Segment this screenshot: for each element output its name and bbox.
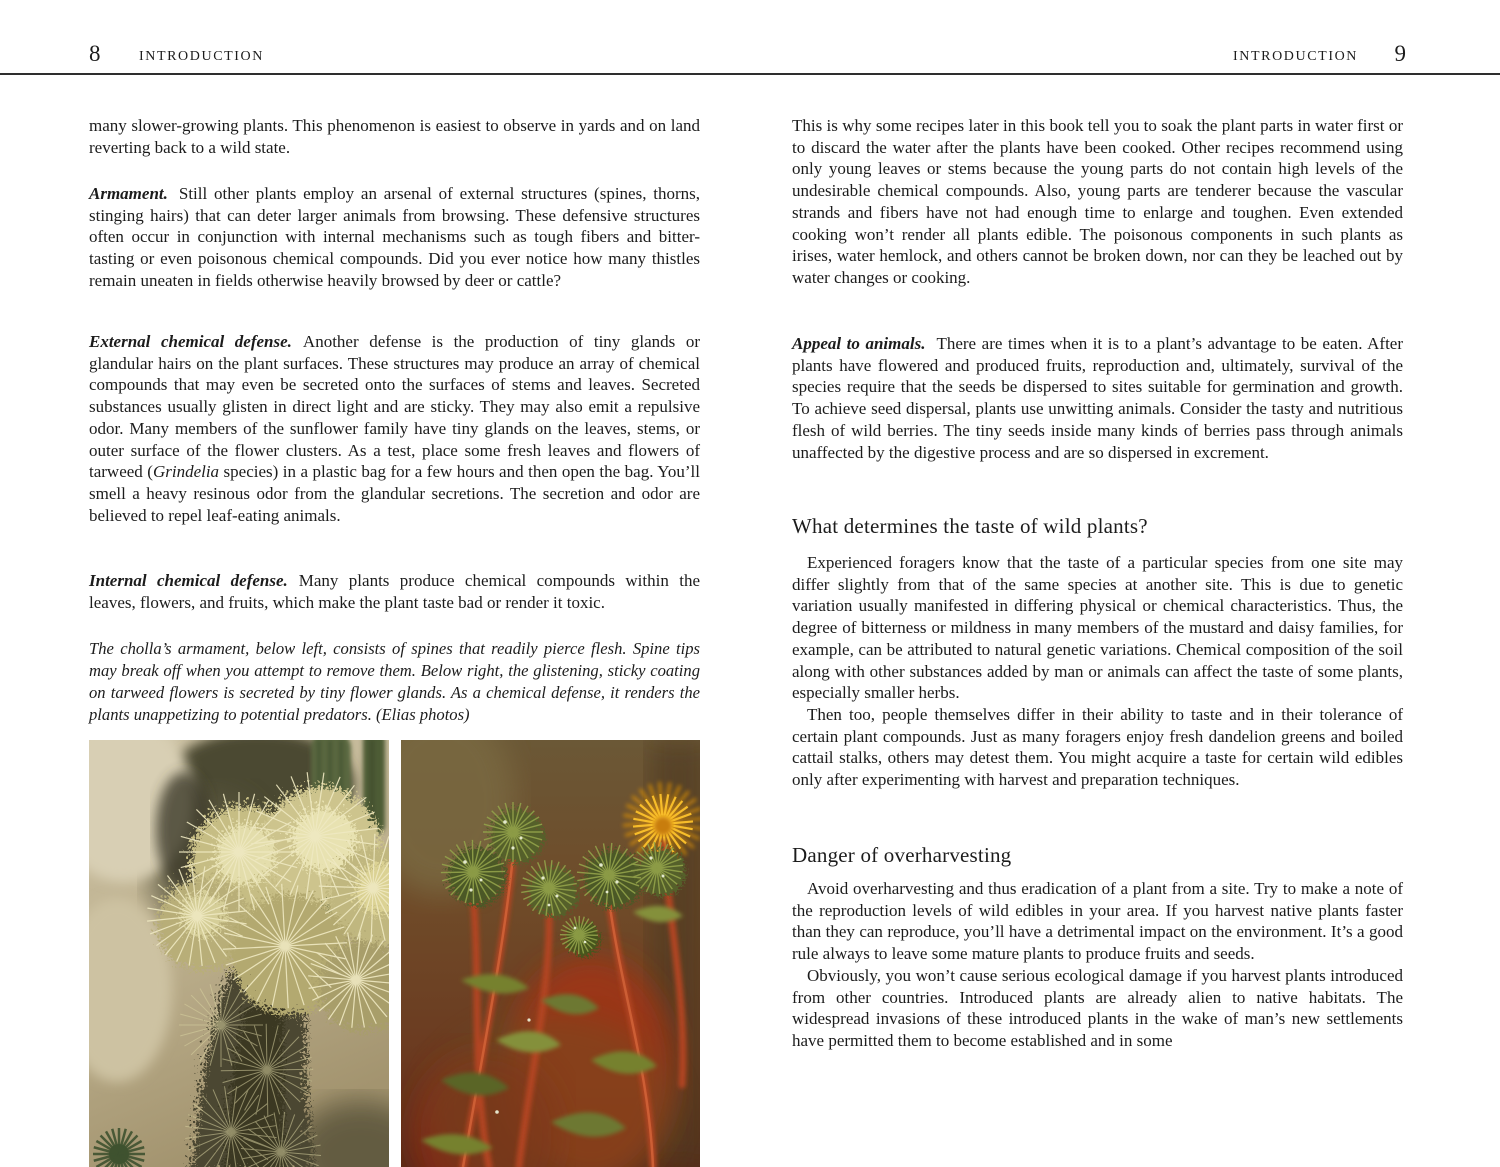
- species-name: Grindelia: [152, 462, 220, 482]
- runin-appeal-to-animals: Appeal to animals.: [792, 334, 926, 353]
- danger-para-1: Avoid overharvesting and thus eradication of a plant from a site. Try to make a note of the reproduction levels of wild edibles in your area. If you harvest native plants faster than they can reproduce, you’ll have a detrimental impact on the environment. It’s a good rule always to leave some mature plants to produce fruits and seeds.: [792, 879, 1403, 964]
- right-running-head: INTRODUCTION: [1233, 49, 1358, 64]
- taste-section-heading: What determines the taste of wild plants?: [792, 514, 1148, 538]
- runin-internal-defense: Internal chemical defense.: [89, 571, 288, 590]
- right-page-number: 9: [1394, 41, 1406, 66]
- left-section-internal-defense: Internal chemical defense. Many plants produce chemical compounds within the leaves, flowers, and fruits, which make the plant taste bad or render it toxic.: [89, 571, 700, 612]
- right-section-appeal: Appeal to animals. There are times when it is to a plant’s advantage to be eaten. After plants have flowered and produced fruits, reproduction and, ultimately, survival of the species require that the seeds be dispersed to sites suitable for germination and growth. To achieve seed dispersal, plants use unwitting animals. Consider the tasty and nutritious flesh of wild berries. The tiny seeds inside many kinds of berries pass through animals unaffected by the digestive process and are so dispersed in excrement.: [792, 334, 1404, 462]
- runin-armament: Armament.: [89, 184, 168, 203]
- left-section-external-defense: External chemical defense. Another defense is the production of tiny glands or glandular hairs on the plant surfaces. These structures may produce an array of chemical compounds that may even be secreted onto the surfaces of stems and leaves. Secreted substances usually glisten in direct light and are sticky. They may also emit a repulsive odor. Many members of the sunflower family have tiny glands on the leaves, stems, or outer surface of the flower clusters. As a test, place some fresh leaves and flowers of tarweed (Grindelia species) in a plastic bag for a few hours and then open the bag. You’ll smell a heavy resinous odor from the glandular secretions. The secretion and odor are believed to repel leaf-eating animals.: [89, 332, 700, 525]
- taste-para-1: Experienced foragers know that the taste of a particular species from one site may differ slightly from that of the same species at another site. This is due to genetic variation usually manifested in differing physical or chemical characteristics. Thus, the degree of bitterness or mildness in many members of the mustard and daisy families, for example, can be attributed to natural genetic variations. Chemical composition of the soil along with other substances added by man or animals can affect the taste of some plants, especially smaller herbs.: [792, 553, 1403, 703]
- danger-section-body: [792, 878, 1403, 1052]
- header-rule: [0, 73, 1500, 75]
- left-running-head: INTRODUCTION: [139, 49, 264, 64]
- tarweed-photo: [401, 740, 700, 1167]
- danger-section-heading: Danger of overharvesting: [792, 843, 1012, 867]
- cholla-photo: [89, 740, 389, 1167]
- taste-para-2: Then too, people themselves differ in their ability to taste and in their tolerance of certain plant compounds. Just as many foragers enjoy fresh dandelion greens and boiled cattail stalks, others may detest them. You might acquire a taste for certain wild edibles only after experimenting with harvest and preparation techniques.: [792, 704, 1403, 790]
- taste-section-body: [792, 552, 1403, 791]
- photo-caption: The cholla’s armament, below left, consists of spines that readily pierce flesh. Spine tips may break off when you attempt to remove them. Below right, the glistening, sticky coating on tarweed flowers is secreted by tiny flower glands. As a chemical defense, it renders the plants unappetizing to potential predators. (Elias photos): [89, 639, 700, 724]
- danger-para-2: Obviously, you won’t cause serious ecological damage if you harvest plants introduced from other countries. Introduced plants are already alien to native habitats. The widespread invasions of these introduced plants in the wake of man’s new settlements have permitted them to become established and in some: [792, 965, 1403, 1050]
- left-para-intro: many slower-growing plants. This phenomenon is easiest to observe in yards and on land reverting back to a wild state.: [89, 116, 700, 157]
- left-section-armament: Armament. Still other plants employ an arsenal of external structures (spines, thorns, stinging hairs) that can deter larger animals from browsing. These defensive structures often occur in conjunction with internal mechanisms such as tough fibers and bitter-tasting or even poisonous chemical compounds. Did you ever notice how many thistles remain uneaten in fields otherwise heavily browsed by deer or cattle?: [89, 184, 700, 290]
- right-para-continued: This is why some recipes later in this book tell you to soak the plant parts in water first or to discard the water after the plants have been cooked. Other recipes recommend using only young leaves or stems because the young parts do not contain high levels of the undesirable chemical compounds. Also, young parts are tenderer because the vascular strands and fibers have not had enough time to enlarge and toughen. Even extended cooking won’t render all plants edible. The poisonous components in such plants as irises, water hemlock, and others cannot be broken down, nor can they be leached out by water changes or cooking.: [792, 116, 1403, 287]
- runin-external-defense: External chemical defense.: [89, 332, 292, 351]
- left-page-number: 8: [89, 41, 101, 66]
